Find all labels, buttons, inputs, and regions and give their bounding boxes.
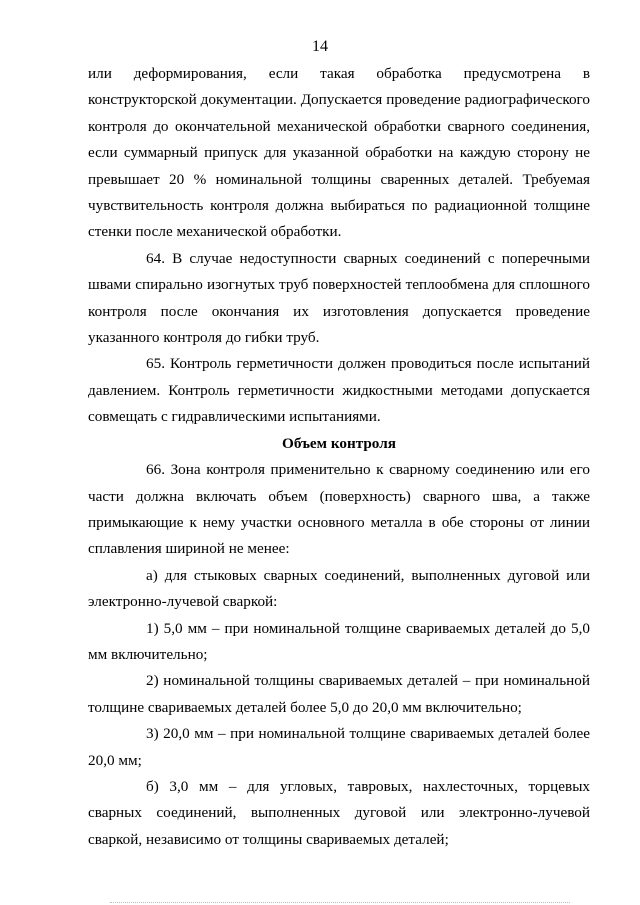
list-item-a-2: 2) номинальной толщины свариваемых деталей – при номинальной толщине свариваемых деталей более 5,0 до 20,0 мм включительно; — [88, 672, 590, 716]
document-body — [88, 61, 590, 853]
section-heading: Объем контроля — [282, 434, 396, 452]
list-item-a-1: 1) 5,0 мм – при номинальной толщине свариваемых деталей до 5,0 мм включительно; — [88, 619, 590, 663]
paragraph-continuation: или деформирования, если такая обработка предусмотрена в конструкторской документации. Допускается проведение радиографического контроля до окончательной механической обработки сварного соединения, если суммарный припуск для указанной обработки на каждую сторону не превышает 20 % номинальной толщины сваренных деталей. Требуемая чувствительность контроля должна выбираться по радиационной толщине стенки после механической обработки. — [88, 65, 590, 241]
paragraph-66: 66. Зона контроля применительно к сварному соединению или его части должна включать объем (поверхность) сварного шва, а также примыкающие к нему участки основного металла в обе стороны от линии сплавления шириной не менее: — [88, 461, 590, 558]
list-item-a-3: 3) 20,0 мм – при номинальной толщине свариваемых деталей более 20,0 мм; — [88, 725, 590, 769]
page-number: 14 — [312, 38, 328, 55]
paragraph-64: 64. В случае недоступности сварных соединений с поперечными швами спирально изогнутых труб поверхностей теплообмена для сплошного контроля после окончания их изготовления допускается проведение указанного контроля до гибки труб. — [88, 249, 590, 347]
scan-edge-artifact — [110, 901, 570, 903]
list-item-a: а) для стыковых сварных соединений, выполненных дуговой или электронно-лучевой сваркой: — [88, 566, 590, 611]
list-item-b: б) 3,0 мм – для угловых, тавровых, нахлесточных, торцевых сварных соединений, выполненных дуговой или электронно-лучевой сваркой, независимо от толщины свариваемых деталей; — [88, 777, 590, 848]
paragraph-65: 65. Контроль герметичности должен проводиться после испытаний давлением. Контроль герметичности жидкостными методами допускается совмещать с гидравлическими испытаниями. — [88, 355, 590, 426]
